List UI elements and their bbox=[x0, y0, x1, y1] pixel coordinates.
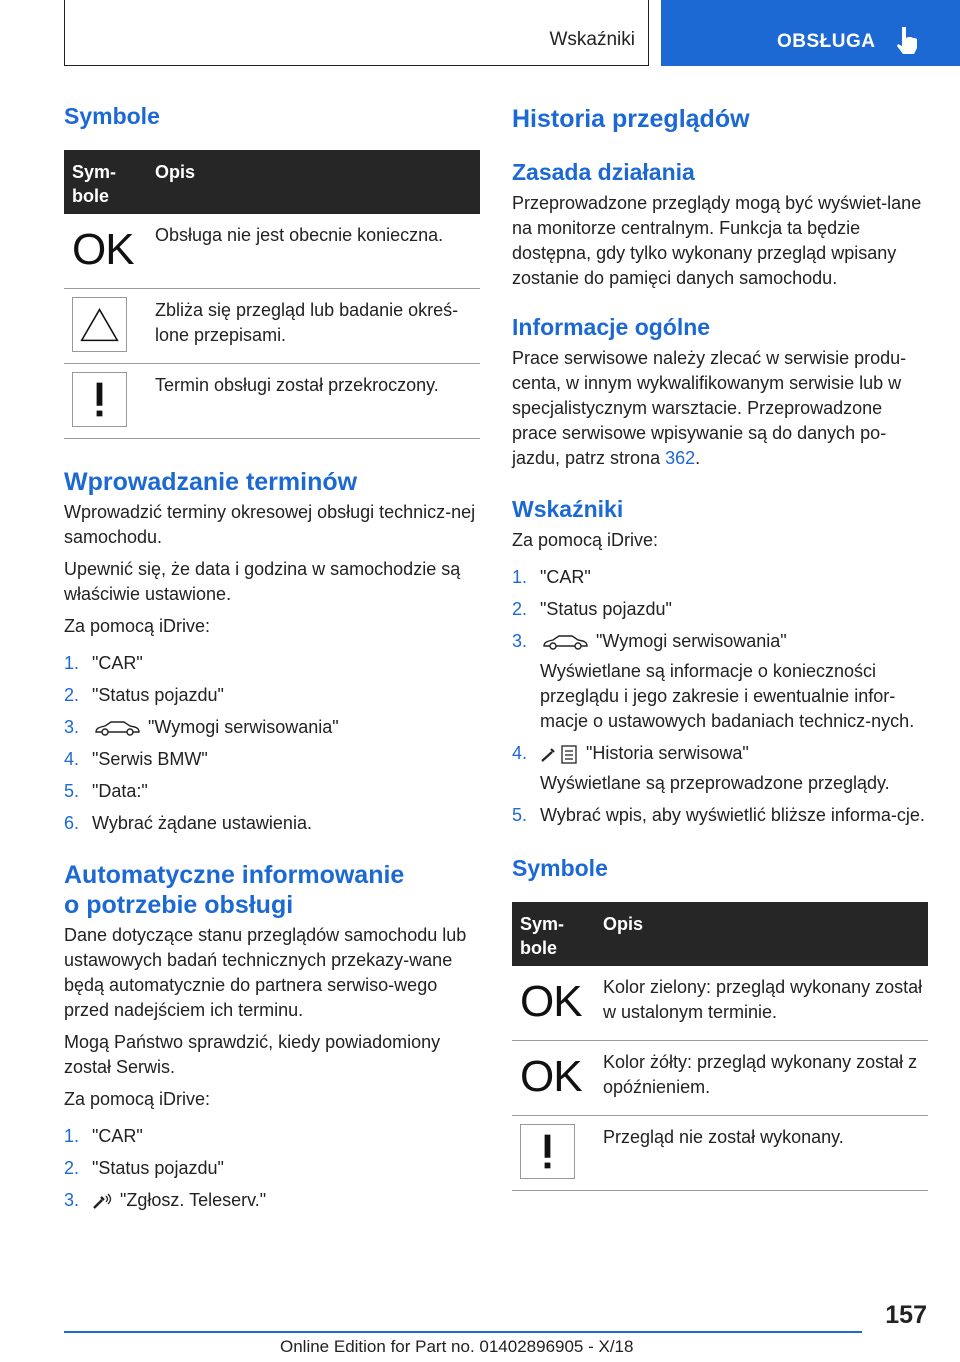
auto-paragraph-3: Za pomocą iDrive: bbox=[64, 1089, 211, 1109]
list-item: 2. "Status pojazdu" bbox=[512, 599, 672, 619]
table-row bbox=[512, 1116, 928, 1191]
entry-paragraph-3: Za pomocą iDrive: bbox=[64, 616, 211, 636]
right-column bbox=[512, 100, 928, 1191]
row-desc: Obsługa nie jest obecnie konieczna. bbox=[155, 225, 444, 245]
car-icon bbox=[540, 633, 590, 651]
indicators-heading: Wskaźniki bbox=[512, 496, 624, 522]
table-row bbox=[512, 1041, 928, 1116]
indicator-steps bbox=[512, 565, 928, 828]
entry-heading: Wprowadzanie terminów bbox=[64, 468, 358, 496]
page-link[interactable]: 362 bbox=[665, 448, 696, 468]
footer-divider bbox=[64, 1331, 862, 1333]
table-row bbox=[64, 214, 480, 289]
list-item: 2. "Status pojazdu" bbox=[64, 685, 224, 705]
step-detail: Wyświetlane są informacje o konieczności przeglądu i jego zakresie i ewentualnie infor-macje o ustawowych badaniach technicz-nych. bbox=[540, 661, 915, 731]
entry-paragraph-1: Wprowadzić terminy okresowej obsługi technicz-nej samochodu. bbox=[64, 502, 476, 547]
service-history-icon bbox=[540, 743, 580, 765]
list-item: 6. Wybrać żądane ustawienia. bbox=[64, 813, 312, 833]
auto-steps bbox=[64, 1124, 480, 1213]
list-item: 3. "Wymogi serwisowania" bbox=[64, 717, 339, 737]
table-header bbox=[64, 150, 480, 214]
col-symbol-header: Sym- bole bbox=[520, 914, 565, 958]
row-desc: Kolor zielony: przegląd wykonany został w ustalonym terminie. bbox=[603, 977, 923, 1022]
principle-heading: Zasada działania bbox=[512, 159, 695, 185]
step-detail: Wyświetlane są przeprowadzone przeglądy. bbox=[540, 773, 890, 793]
row-desc: Przegląd nie został wykonany. bbox=[603, 1127, 844, 1147]
exclamation-icon bbox=[520, 1124, 575, 1179]
history-heading: Historia przeglądów bbox=[512, 105, 750, 133]
table-row bbox=[512, 966, 928, 1041]
header-chapter-title: OBSŁUGA bbox=[777, 31, 876, 52]
principle-paragraph: Przeprowadzone przeglądy mogą być wyświet-lane na monitorze centralnym. Funkcja ta będzie dostępna, gdy tylko wykonany przegląd wpisany zostanie do pamięci danych samochodu. bbox=[512, 193, 922, 288]
list-item: 4. "Historia serwisowa" bbox=[512, 741, 928, 766]
col-desc-header: Opis bbox=[603, 914, 644, 934]
page-number: 157 bbox=[885, 1301, 927, 1329]
ok-icon: OK bbox=[520, 977, 582, 1026]
general-paragraph: Prace serwisowe należy zlecać w serwisie produ-centa, w innym wykwalifikowanym serwisie lub w specjalistycznym warsztacie. Przeprowadzone prace serwisowe wpisywanie są do danych po-jazdu, patrz strona 362. bbox=[512, 348, 907, 468]
warning-triangle-icon bbox=[72, 297, 127, 352]
header-section-box bbox=[64, 0, 649, 66]
wrench-signal-icon bbox=[92, 1192, 114, 1210]
row-desc: Kolor żółty: przegląd wykonany został z opóźnieniem. bbox=[603, 1052, 918, 1097]
list-item: 2. "Status pojazdu" bbox=[64, 1158, 224, 1178]
symbols-table-left bbox=[64, 150, 480, 439]
car-icon bbox=[92, 719, 142, 737]
auto-paragraph-2: Mogą Państwo sprawdzić, kiedy powiadomiony został Serwis. bbox=[64, 1032, 441, 1077]
symbols-heading-right: Symbole bbox=[512, 855, 608, 881]
list-item: 4. "Serwis BMW" bbox=[64, 749, 208, 769]
indicators-paragraph: Za pomocą iDrive: bbox=[512, 530, 659, 550]
table-row bbox=[64, 364, 480, 439]
entry-steps bbox=[64, 651, 480, 836]
col-symbol-header: Sym- bole bbox=[72, 162, 117, 206]
table-row bbox=[64, 289, 480, 364]
list-item: 5. Wybrać wpis, aby wyświetlić bliższe informa-cje. bbox=[512, 805, 925, 825]
auto-paragraph-1: Dane dotyczące stanu przeglądów samochodu lub ustawowych badań technicznych przekazy-wane będą automatycznie do partnera serwiso-wego przed nadejściem ich terminu. bbox=[64, 925, 467, 1020]
auto-heading: Automatyczne informowanie o potrzebie obsługi bbox=[64, 861, 405, 919]
list-item: 1. "CAR" bbox=[64, 1126, 143, 1146]
list-item: 1. "CAR" bbox=[512, 567, 591, 587]
list-item: 1. "CAR" bbox=[64, 653, 143, 673]
symbols-heading-left: Symbole bbox=[64, 103, 160, 129]
footer-text: Online Edition for Part no. 01402896905 - X/18 bbox=[280, 1337, 634, 1356]
exclamation-icon bbox=[72, 372, 127, 427]
table-header bbox=[512, 902, 928, 966]
symbols-table-right bbox=[512, 902, 928, 1191]
ok-icon: OK bbox=[520, 1052, 582, 1101]
general-heading: Informacje ogólne bbox=[512, 314, 711, 340]
row-desc: Zbliża się przegląd lub badanie okreś-lone przepisami. bbox=[155, 300, 459, 345]
row-desc: Termin obsługi został przekroczony. bbox=[155, 375, 439, 395]
list-item: 3. "Zgłosz. Teleserv." bbox=[64, 1190, 267, 1210]
entry-paragraph-2: Upewnić się, że data i godzina w samochodzie są właściwie ustawione. bbox=[64, 559, 461, 604]
list-item: 5. "Data:" bbox=[64, 781, 148, 801]
col-desc-header: Opis bbox=[155, 162, 196, 182]
header-section-title: Wskaźniki bbox=[549, 29, 635, 50]
list-item: 3. "Wymogi serwisowania" bbox=[512, 631, 787, 651]
ok-icon: OK bbox=[72, 225, 134, 274]
left-column bbox=[64, 100, 480, 1220]
hand-pointer-icon bbox=[893, 25, 921, 55]
